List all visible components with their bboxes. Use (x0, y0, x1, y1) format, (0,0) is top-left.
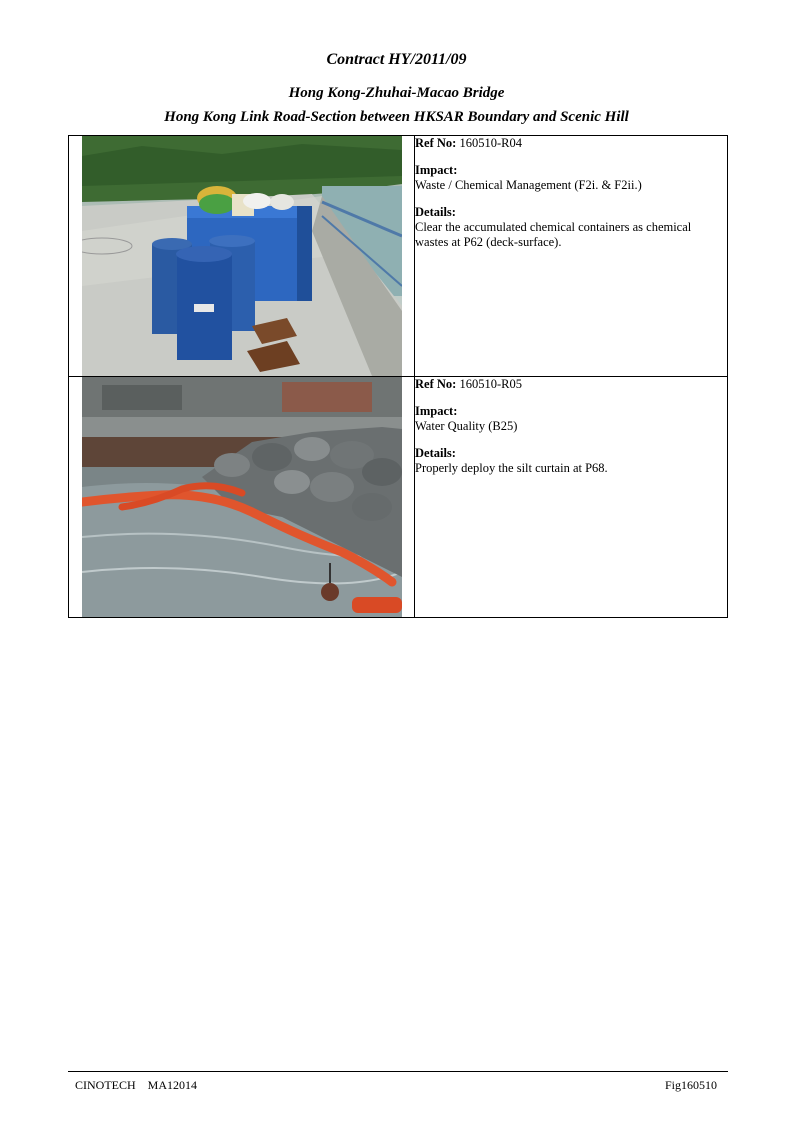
footer-right: Fig160510 (664, 1078, 717, 1092)
impact-value: Water Quality (B25) (415, 419, 518, 433)
project-title: Hong Kong-Zhuhai-Macao Bridge (288, 85, 505, 101)
section-title: Hong Kong Link Road-Section between HKSAR Boundary and Scenic Hill (164, 109, 629, 125)
ref-label: Ref No: (415, 377, 457, 391)
footer-left: CINOTECH MA12014 (75, 1078, 197, 1092)
chemical-drums-on-deck-photo (82, 136, 402, 376)
footer-divider (68, 1071, 728, 1072)
impact-field (415, 163, 727, 193)
contract-title: Contract HY/2011/09 (326, 51, 467, 68)
impact-label: Impact: (415, 404, 458, 418)
details-field (415, 205, 727, 250)
impact-field (415, 404, 727, 434)
details-value: Clear the accumulated chemical containers as chemical wastes at P62 (deck-surface). (415, 220, 692, 249)
impact-label: Impact: (415, 163, 458, 177)
record-text-cell (415, 377, 728, 618)
silt-curtain-rocks-photo (82, 377, 402, 617)
ref-label: Ref No: (415, 136, 457, 150)
details-label: Details: (415, 205, 456, 219)
photo-cell (69, 377, 415, 618)
record-text-cell (415, 136, 728, 377)
table-row (69, 136, 728, 377)
details-field (415, 446, 727, 476)
ref-value: 160510-R04 (459, 136, 522, 150)
details-value: Properly deploy the silt curtain at P68. (415, 461, 608, 475)
photo-cell (69, 136, 415, 377)
ref-value: 160510-R05 (459, 377, 522, 391)
details-label: Details: (415, 446, 456, 460)
table-row (69, 377, 728, 618)
ref-field (415, 377, 727, 392)
observation-table (68, 135, 728, 618)
ref-field (415, 136, 727, 151)
impact-value: Waste / Chemical Management (F2i. & F2ii.) (415, 178, 642, 192)
